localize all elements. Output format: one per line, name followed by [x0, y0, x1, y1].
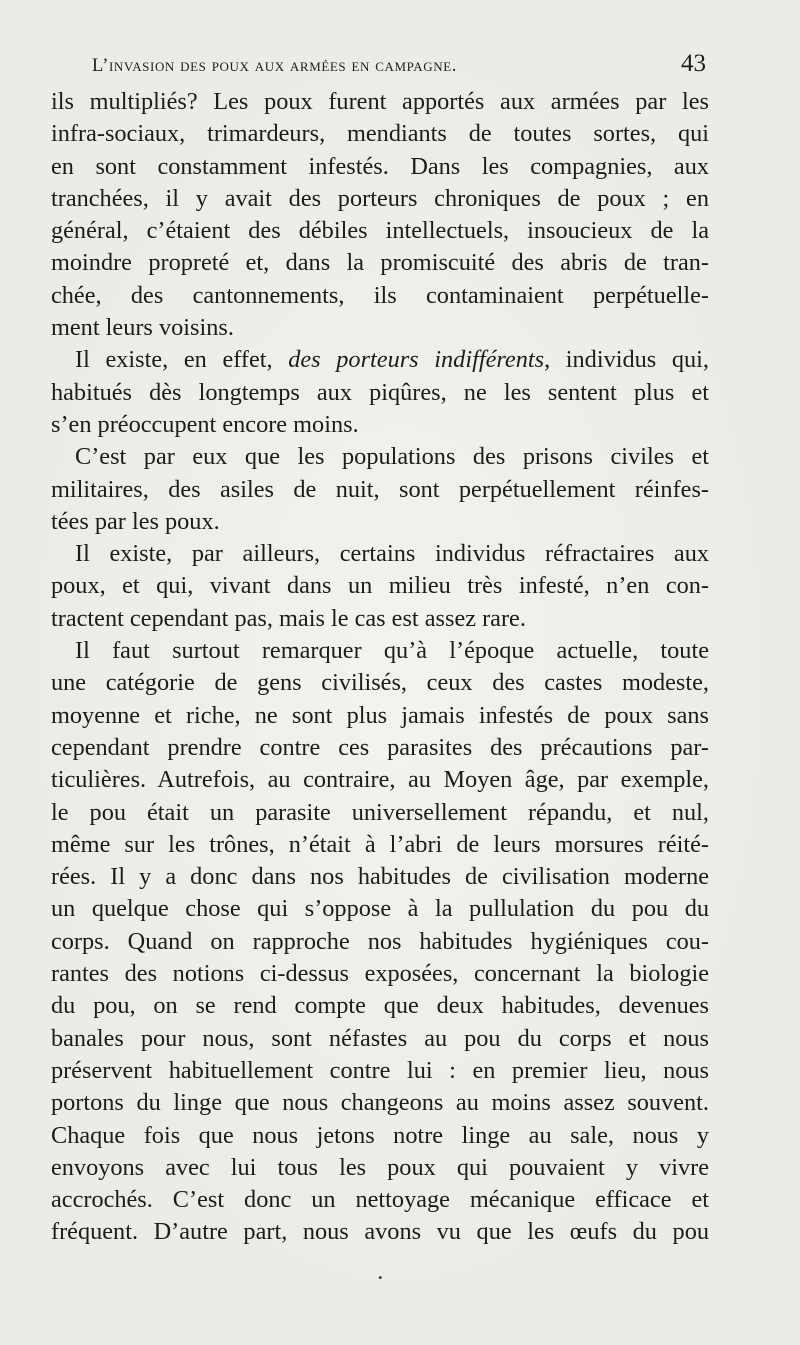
- italic-phrase: des porteurs indifférents: [288, 346, 545, 374]
- text-line: tranchées, il y avait des porteurs chroniques de poux ; en: [51, 184, 709, 212]
- text-line: chée, des cantonnements, ils contaminaient perpétuelle-: [51, 281, 709, 309]
- text-line: ticulières. Autrefois, au contraire, au Moyen âge, par exemple,: [51, 766, 709, 794]
- text-line: préservent habituellement contre lui : en premier lieu, nous: [51, 1056, 709, 1084]
- text-line: poux, et qui, vivant dans un milieu très infesté, n’en con-: [51, 572, 709, 600]
- text-line: C’est par eux que les populations des prisons civiles et: [75, 443, 709, 471]
- text-line: un quelque chose qui s’oppose à la pullulation du pou du: [51, 895, 709, 923]
- text-line: militaires, des asiles de nuit, sont perpétuellement réinfes-: [51, 475, 709, 503]
- text-line: tées par les poux.: [51, 507, 220, 535]
- text-line: infra-sociaux, trimardeurs, mendiants de toutes sortes, qui: [51, 120, 709, 148]
- text-line: [51, 344, 709, 376]
- text-line: Il existe, par ailleurs, certains individus réfractaires aux: [75, 540, 709, 568]
- text-line: banales pour nous, sont néfastes au pou du corps et nous: [51, 1024, 709, 1052]
- text-line: Il faut surtout remarquer qu’à l’époque actuelle, toute: [75, 637, 709, 665]
- page-number: 43: [681, 50, 706, 77]
- text-line: portons du linge que nous changeons au moins assez souvent.: [51, 1089, 709, 1117]
- text-line: en sont constamment infestés. Dans les compagnies, aux: [51, 152, 709, 180]
- body-text: [51, 86, 709, 1249]
- text-line: fréquent. D’autre part, nous avons vu que les œufs du pou: [51, 1218, 709, 1246]
- text-line: tractent cependant pas, mais le cas est assez rare.: [51, 604, 526, 632]
- text-line: le pou était un parasite universellement répandu, et nul,: [51, 798, 709, 826]
- text-line: s’en préoccupent encore moins.: [51, 410, 359, 438]
- text-line: ils multipliés? Les poux furent apportés aux armées par les: [51, 88, 709, 115]
- text-line: corps. Quand on rapproche nos habitudes hygiéniques cou-: [51, 927, 709, 955]
- text-line: ment leurs voisins.: [51, 314, 234, 342]
- text-line: moindre propreté et, dans la promiscuité des abris de tran-: [51, 249, 709, 277]
- text-line: rées. Il y a donc dans nos habitudes de civilisation moderne: [51, 863, 709, 891]
- text-line: Chaque fois que nous jetons notre linge au sale, nous y: [51, 1121, 709, 1149]
- running-title: L’invasion des poux aux armées en campagne.: [92, 56, 458, 76]
- text-line: rantes des notions ci-dessus exposées, concernant la biologie: [51, 960, 709, 988]
- text-line: envoyons avec lui tous les poux qui pouvaient y vivre: [51, 1153, 709, 1181]
- text-line: cependant prendre contre ces parasites des précautions par-: [51, 733, 709, 761]
- text-line: du pou, on se rend compte que deux habitudes, devenues: [51, 992, 709, 1020]
- text-segment: Il existe, en effet,: [75, 346, 289, 374]
- text-segment: , individus qui,: [544, 346, 709, 374]
- printer-mark: •: [378, 1270, 383, 1285]
- text-line: moyenne et riche, ne sont plus jamais infestés de poux sans: [51, 701, 709, 729]
- text-line: même sur les trônes, n’était à l’abri de leurs morsures réité-: [51, 830, 709, 858]
- text-line: général, c’étaient des débiles intellectuels, insoucieux de la: [51, 217, 709, 245]
- text-line: accrochés. C’est donc un nettoyage mécanique efficace et: [51, 1186, 709, 1214]
- text-line: une catégorie de gens civilisés, ceux des castes modeste,: [51, 669, 709, 697]
- page-header: [92, 50, 712, 84]
- text-line: habitués dès longtemps aux piqûres, ne les sentent plus et: [51, 378, 709, 406]
